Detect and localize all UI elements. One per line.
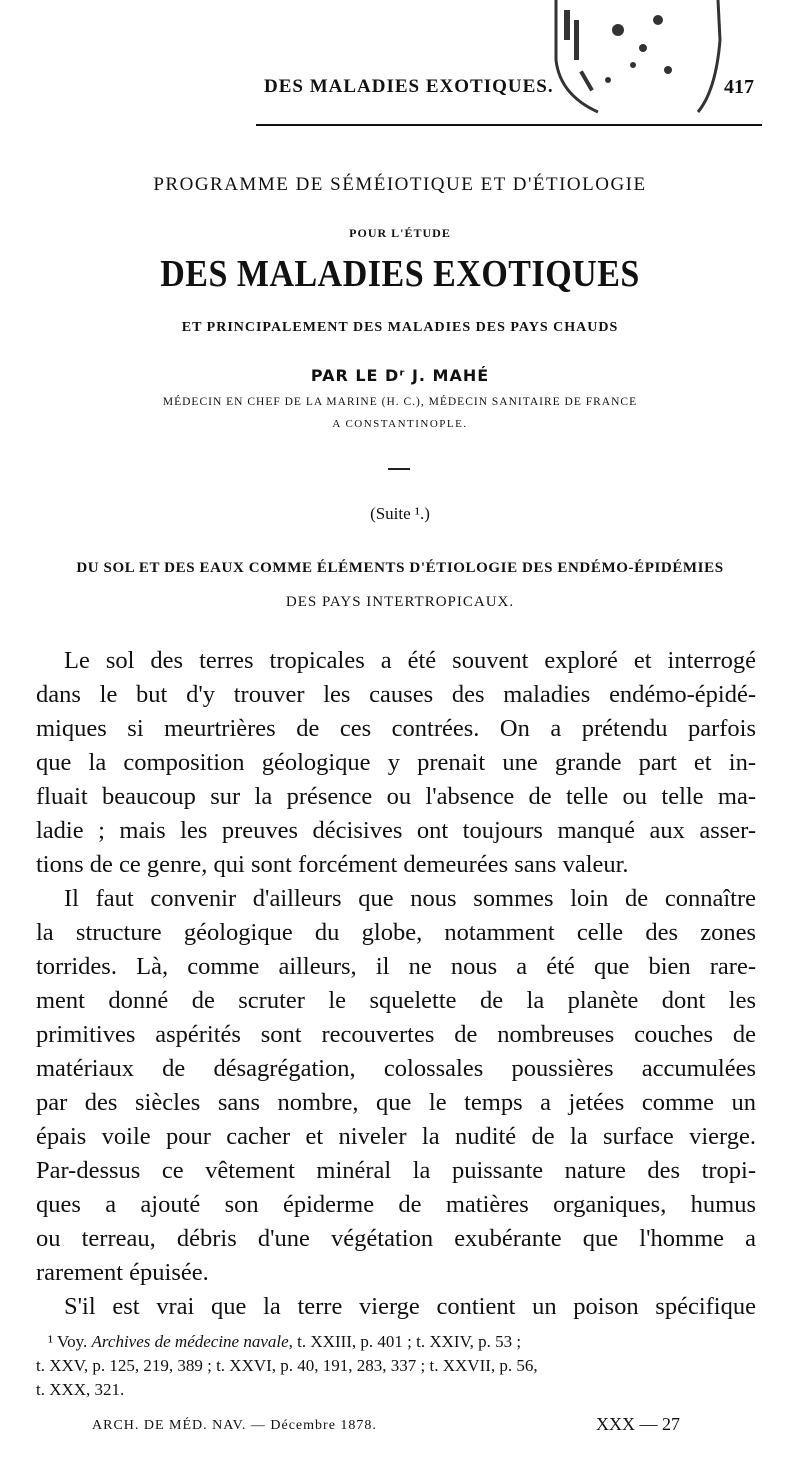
body-text-line: Il faut convenir d'ailleurs que nous sommes loin de connaître xyxy=(64,885,756,912)
body-text-line: miques si meurtrières de ces contrées. On a prétendu parfois xyxy=(36,715,756,742)
body-text-line: torrides. Là, comme ailleurs, il ne nous a été que bien rare- xyxy=(36,953,756,980)
footnote-line2: t. XXV, p. 125, 219, 389 ; t. XXVI, p. 40, 191, 283, 337 ; t. XXVII, p. 56, xyxy=(36,1356,538,1375)
page-number: 417 xyxy=(724,76,754,98)
body-text-line: Le sol des terres tropicales a été souvent exploré et interrogé xyxy=(64,647,756,674)
article-title-main: DES MALADIES EXOTIQUES xyxy=(160,253,640,296)
signature-mark: XXX — 27 xyxy=(596,1414,680,1434)
footnote-prefix: ¹ Voy. xyxy=(48,1332,88,1351)
body-text-line: Par-dessus ce vêtement minéral la puissante nature des tropi- xyxy=(36,1157,756,1184)
body-text-line: ques a ajouté son épiderme de matières organiques, humus xyxy=(36,1191,756,1218)
body-text-line: ou terreau, débris d'une végétation exubérante que l'homme a xyxy=(36,1225,756,1252)
body-text-line: rarement épuisée. xyxy=(36,1259,209,1286)
footnote-line1 xyxy=(48,1330,521,1354)
body-text-line: par des siècles sans nombre, que le temps a jetées comme un xyxy=(36,1089,756,1116)
article-title-line2: POUR L'ÉTUDE xyxy=(349,226,451,240)
body-text-line: ladie ; mais les preuves décisives ont toujours manqué aux asser- xyxy=(36,817,756,844)
body-text-line: S'il est vrai que la terre vierge contient un poison spécifique xyxy=(64,1293,756,1320)
body-text-line: primitives aspérités sont recouvertes de nombreuses couches de xyxy=(36,1021,756,1048)
section-title-line1: DU SOL ET DES EAUX COMME ÉLÉMENTS D'ÉTIOLOGIE DES ENDÉMO-ÉPIDÉMIES xyxy=(76,560,724,576)
continued-note: (Suite ¹.) xyxy=(370,504,430,523)
footnote-journal: Archives de médecine navale xyxy=(91,1332,289,1351)
journal-reference: ARCH. DE MÉD. NAV. — Décembre 1878. xyxy=(92,1418,377,1433)
body-text-line: dans le but d'y trouver les causes des maladies endémo-épidé- xyxy=(36,681,756,708)
footnote-line1-rest: , t. XXIII, p. 401 ; t. XXIV, p. 53 ; xyxy=(288,1332,522,1351)
body-text-line: ment donné de scruter le squelette de la planète dont les xyxy=(36,987,756,1014)
page-header xyxy=(34,72,758,108)
article-subtitle: ET PRINCIPALEMENT DES MALADIES DES PAYS CHAUDS xyxy=(181,320,619,335)
section-title-line2: DES PAYS INTERTROPICAUX. xyxy=(285,594,515,610)
article-title-line1: PROGRAMME DE SÉMÉIOTIQUE ET D'ÉTIOLOGIE xyxy=(153,174,647,195)
author-line: PAR LE Dʳ J. MAHÉ xyxy=(310,366,490,385)
body-text-line: épais voile pour cacher et niveler la nudité de la surface vierge. xyxy=(36,1123,756,1150)
body-text-line: que la composition géologique y prenait une grande part et in- xyxy=(36,749,756,776)
body-text-line: tions de ce genre, qui sont forcément demeurées sans valeur. xyxy=(36,851,629,878)
body-text-line: fluait beaucoup sur la présence ou l'absence de telle ou telle ma- xyxy=(36,783,756,810)
header-rule xyxy=(256,124,762,126)
running-head: DES MALADIES EXOTIQUES. xyxy=(264,76,554,97)
separator-dash xyxy=(388,468,410,470)
author-affiliation-line1: MÉDECIN EN CHEF DE LA MARINE (H. C.), MÉDECIN SANITAIRE DE FRANCE xyxy=(162,396,638,408)
body-text-line: matériaux de désagrégation, colossales poussières accumulées xyxy=(36,1055,756,1082)
footnote-line3: t. XXX, 321. xyxy=(36,1380,125,1399)
author-affiliation-line2: A CONSTANTINOPLE. xyxy=(332,418,468,430)
body-text-line: la structure géologique du globe, notamment celle des zones xyxy=(36,919,756,946)
